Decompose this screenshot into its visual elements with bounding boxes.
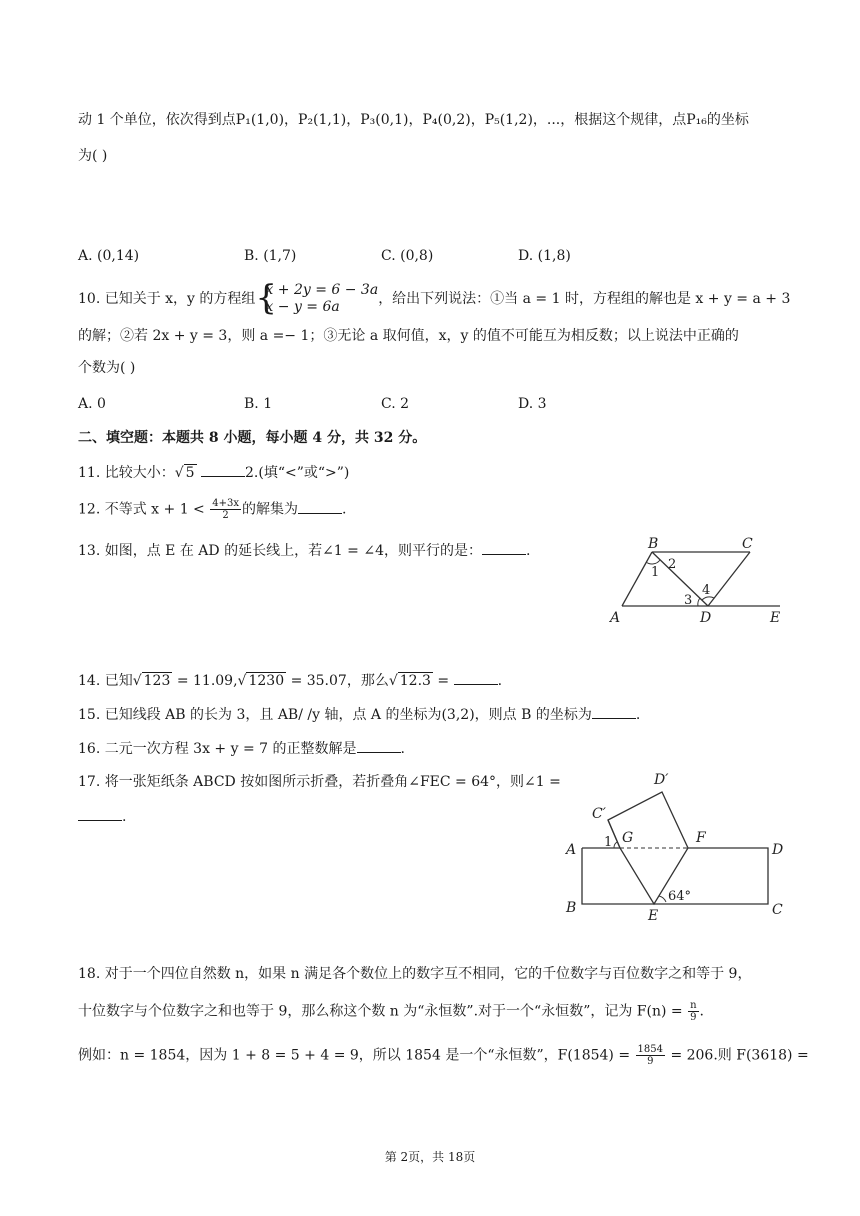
- q14-value-1: = 11.09,: [176, 673, 238, 689]
- page-footer: 第 2页，共 18页: [384, 1150, 476, 1164]
- fig13-angle-2: 2: [668, 557, 677, 572]
- fig17-label-d: D: [772, 842, 784, 858]
- sqrt-symbol: √ 123: [132, 673, 171, 689]
- q17-line2: [78, 806, 126, 827]
- fig17-label-c: C: [772, 902, 783, 918]
- q13-text: 13. 如图，点 E 在 AD 的延长线上，若∠1 = ∠4，则平行的是：: [78, 543, 482, 559]
- q13-parallelogram-figure: [600, 534, 790, 630]
- q18-fraction-n: [688, 1000, 698, 1023]
- q14-prefix: 14. 已知: [78, 673, 133, 689]
- fig13-angle-1: 1: [651, 565, 660, 580]
- q9-option-b: B. (1,7): [244, 248, 297, 264]
- sqrt-symbol: √ 1230: [237, 673, 285, 689]
- q10-equation-system: [255, 278, 379, 318]
- q17-line1: 17. 将一张矩纸条 ABCD 按如图所示折叠，若折叠角∠FEC = 64°，则∠1 =: [78, 774, 561, 790]
- q18-line3: [78, 1044, 809, 1067]
- q10-line3: 个数为( ): [78, 360, 136, 376]
- fig17-label-e: E: [648, 908, 659, 924]
- q14-radicand-2: 1230: [248, 673, 285, 689]
- q10-prefix: 10. 已知关于 x，y 的方程组: [78, 291, 256, 307]
- q18-n-denominator: 9: [690, 1012, 697, 1023]
- q10-option-b: B. 1: [244, 396, 273, 412]
- q9-line2: 为( ): [78, 148, 108, 164]
- q9-option-a: A. (0,14): [78, 248, 140, 264]
- answer-blank: [454, 670, 498, 685]
- q15-end: .: [635, 707, 641, 723]
- fig13-label-e: E: [770, 610, 781, 626]
- answer-blank: [78, 806, 122, 821]
- fig17-label-g: G: [622, 830, 634, 846]
- q18-fraction-1854: [636, 1044, 665, 1067]
- fig13-label-c: C: [742, 536, 753, 552]
- fig13-label-b: B: [648, 536, 659, 552]
- q9-option-c: C. (0,8): [381, 248, 434, 264]
- q18-line1: 18. 对于一个四位自然数 n，如果 n 满足各个数位上的数字互不相同，它的千位数字与百位数字之和等于 9，: [78, 966, 752, 982]
- fig17-label-f: F: [696, 830, 706, 846]
- q16-text: 16. 二元一次方程 3x + y = 7 的正整数解是: [78, 741, 357, 757]
- q14-value-2: = 35.07，那么: [290, 673, 389, 689]
- q17-end: .: [122, 809, 127, 825]
- q10-eq2: x − y = 6a: [265, 299, 340, 315]
- answer-blank: [482, 540, 526, 555]
- fig13-label-d: D: [700, 610, 712, 626]
- fig13-angle-3: 3: [684, 593, 693, 608]
- q11-prefix: 11. 比较大小：: [78, 465, 175, 481]
- q11: [78, 462, 349, 483]
- fig17-label-c-prime: C′: [592, 806, 606, 822]
- fig13-label-a: A: [610, 610, 621, 626]
- sqrt-symbol: √ 5: [174, 465, 195, 481]
- q13: [78, 540, 530, 561]
- q18-line3-pre: 例如：n = 1854，因为 1 + 8 = 5 + 4 = 9，所以 1854 是一个“永恒数”，F(1854) =: [78, 1047, 631, 1064]
- q10-line1: [78, 278, 791, 318]
- q18-line2-text: 十位数字与个位数字之和也等于 9，那么称这个数 n 为“永恒数”.对于一个“永恒数”，记为 F(n) =: [78, 1003, 683, 1020]
- q15-text: 15. 已知线段 AB 的长为 3，且 AB/ /y 轴，点 A 的坐标为(3,2)，则点 B 的坐标为: [78, 707, 592, 723]
- q12-denominator: 2: [222, 510, 229, 521]
- q12-end: .: [341, 501, 347, 518]
- q14: [78, 670, 502, 691]
- fig17-angle-64: 64°: [668, 889, 692, 904]
- q9-line1: 动 1 个单位，依次得到点P₁(1,0)，P₂(1,1)，P₃(0,1)，P₄(0,2)，P₅(1,2)，...，根据这个规律，点P₁₆的坐标: [78, 112, 749, 128]
- q16-end: .: [400, 741, 405, 757]
- q11-suffix: 2.(填“<”或“>”): [245, 465, 350, 481]
- q15: [78, 704, 640, 725]
- q18-1854-denominator: 9: [647, 1056, 654, 1067]
- q10-line2: 的解；②若 2x + y = 3，则 a =− 1；③无论 a 取何值，x，y 的值不可能互为相反数；以上说法中正确的: [78, 328, 739, 344]
- answer-blank: [201, 462, 245, 477]
- q12-prefix: 12. 不等式 x + 1 <: [78, 501, 205, 518]
- q10-option-d: D. 3: [518, 396, 547, 412]
- q18-1854-numerator: 1854: [637, 1044, 663, 1055]
- q12-numerator: 4+3x: [212, 498, 239, 509]
- section-heading: 二、填空题：本题共 8 小题，每小题 4 分，共 32 分。: [78, 430, 427, 446]
- q10-option-c: C. 2: [381, 396, 410, 412]
- fig17-label-a: A: [566, 842, 577, 858]
- q18-line3-post: = 206.则 F(3618) =: [670, 1047, 809, 1064]
- fig17-label-b: B: [566, 900, 577, 916]
- q12-fraction: [210, 498, 241, 521]
- brace-icon: {: [255, 278, 278, 318]
- q18-line2: 十位数字与个位数字之和也等于 9，那么称这个数 n 为“永恒数”.对于一个“永恒数”，记为 F(n) = $\frac{n}{9}$ .: [78, 1000, 704, 1023]
- q10-suffix: ，给出下列说法：①当 a = 1 时，方程组的解也是 x + y = a + 3: [378, 291, 791, 307]
- q13-end: .: [525, 543, 531, 559]
- q17-folded-strip-figure: [560, 764, 790, 924]
- q16: [78, 738, 405, 759]
- q14-radicand-3: 12.3: [399, 673, 431, 689]
- q9-option-d: D. (1,8): [518, 248, 571, 264]
- q14-value-3: =: [437, 673, 450, 689]
- answer-blank: [298, 499, 342, 514]
- answer-blank: [357, 738, 401, 753]
- fig17-label-d-prime: D′: [654, 772, 669, 788]
- q14-radicand-1: 123: [143, 673, 171, 689]
- q11-radicand: 5: [185, 465, 195, 481]
- q10-option-a: A. 0: [78, 396, 106, 412]
- q10-eq1: x + 2y = 6 − 3a: [265, 282, 379, 298]
- fig13-angle-4: 4: [702, 583, 711, 598]
- sqrt-symbol: √ 12.3: [388, 673, 431, 689]
- answer-blank: [592, 704, 636, 719]
- fig17-angle-1: 1: [604, 835, 613, 850]
- q18-n-numerator: n: [690, 1000, 697, 1011]
- q12-suffix: 的解集为: [241, 501, 298, 518]
- q12: [78, 498, 346, 521]
- q14-end: .: [497, 673, 503, 689]
